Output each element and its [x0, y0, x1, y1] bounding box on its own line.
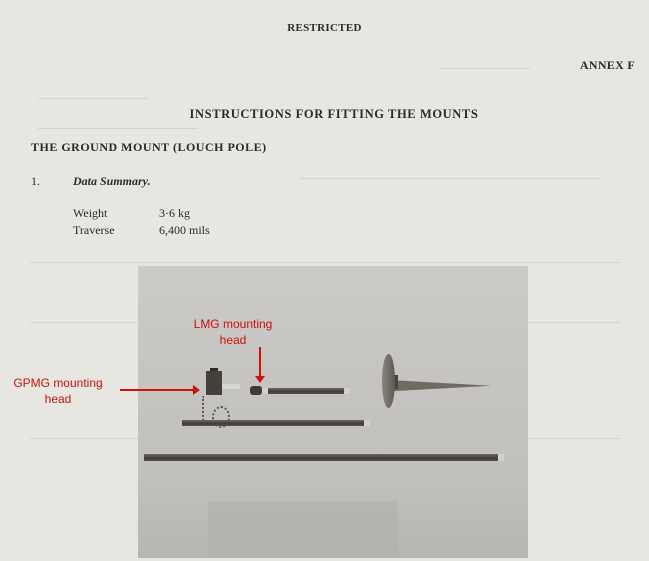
lmg-callout-text: LMG mounting head: [193, 317, 273, 347]
bleed-through-mark: [30, 262, 620, 263]
pole-section-end: [498, 454, 504, 461]
page-title: INSTRUCTIONS FOR FITTING THE MOUNTS: [189, 107, 479, 121]
lmg-mounting-head-part: [250, 386, 262, 395]
pole-section-upper: [268, 388, 348, 394]
ground-spike: [391, 378, 491, 392]
pole-section-end: [344, 388, 350, 394]
spec-label: Traverse: [73, 223, 115, 237]
paragraph-heading: [31, 174, 151, 189]
pole-section-end: [364, 420, 370, 426]
pole-section-middle: [182, 420, 368, 426]
bleed-through-mark: [38, 128, 198, 129]
spec-value: 3·6 kg: [159, 206, 190, 220]
ground-plate-disc: [382, 354, 395, 408]
classification-marking: RESTRICTED: [287, 22, 362, 34]
gpmg-mounting-head-part: [206, 371, 222, 395]
gpmg-head-pin: [222, 384, 240, 389]
spec-label: Weight: [73, 206, 108, 220]
paragraph-number: 1.: [31, 174, 40, 188]
lmg-callout-label: [183, 316, 283, 348]
paragraph-title: Data Summary.: [73, 174, 151, 188]
bleed-through-mark: [300, 178, 600, 179]
mount-photograph: [138, 266, 528, 558]
annex-label: ANNEX F: [579, 58, 635, 72]
bleed-through-mark: [38, 98, 148, 99]
spec-row: [73, 223, 210, 238]
lmg-callout-arrow: [259, 347, 261, 377]
spec-value: 6,400 mils: [159, 223, 210, 237]
pole-section-long: [144, 454, 504, 461]
spec-row: [73, 206, 190, 221]
section-heading: THE GROUND MOUNT (LOUCH POLE): [31, 140, 267, 154]
gpmg-callout-arrow: [120, 389, 194, 391]
bleed-through-mark: [440, 68, 530, 69]
photo-shadow: [208, 501, 398, 556]
gpmg-callout-label: [4, 375, 112, 407]
gpmg-callout-text: GPMG mounting head: [13, 376, 103, 406]
